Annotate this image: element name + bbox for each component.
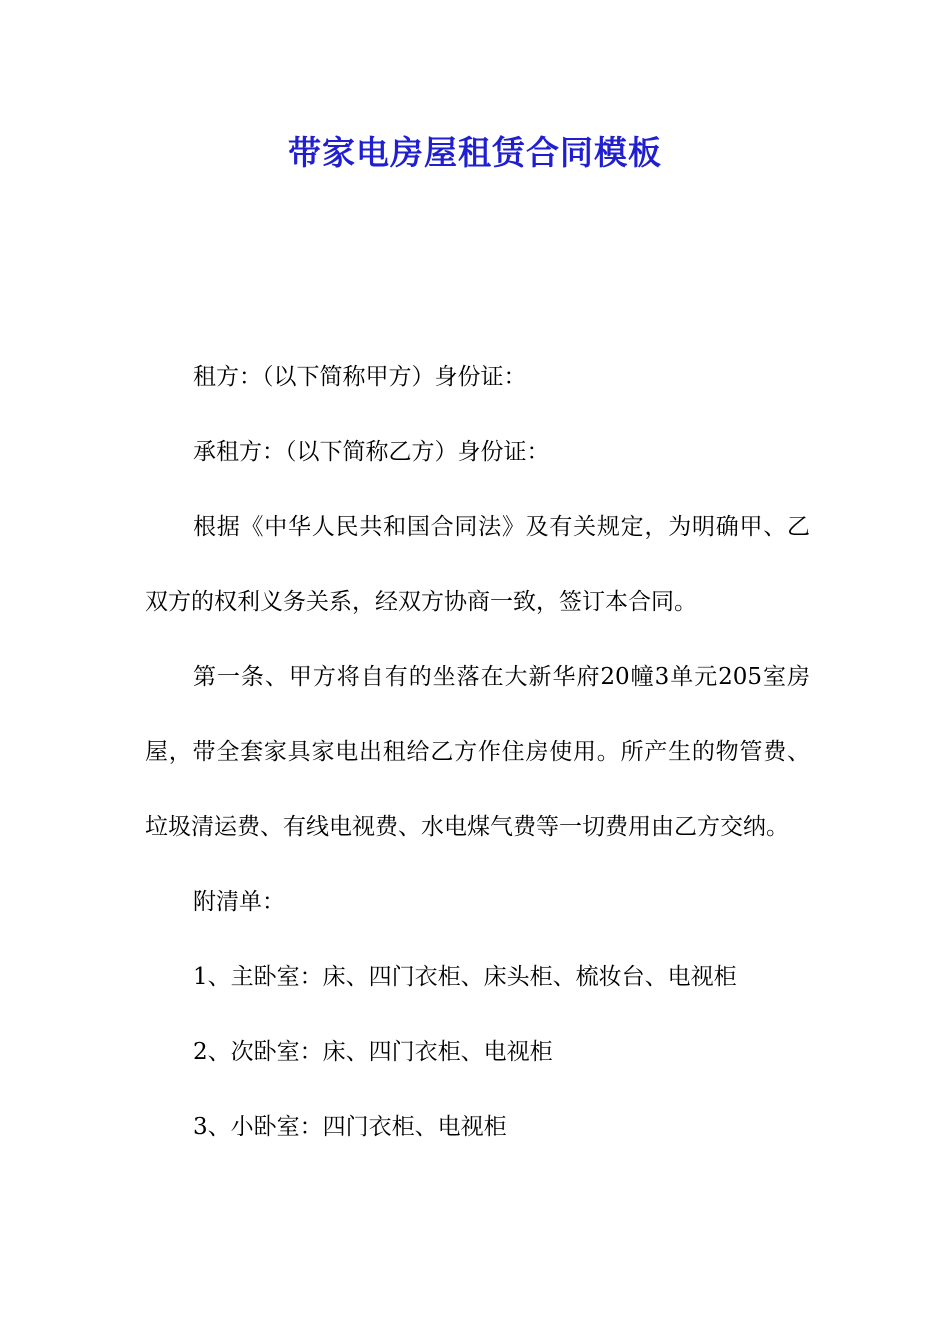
paragraph-article-one: 第一条、甲方将自有的坐落在大新华府20幢3单元205室房屋，带全套家具家电出租给乙方作住房使用。所产生的物管费、垃圾清运费、有线电视费、水电煤气费等一切费用由乙方交纳。 [145, 664, 810, 840]
document-title: 带家电房屋租赁合同模板 [288, 133, 662, 172]
list-item: 2、次卧室：床、四门衣柜、电视柜 [193, 1039, 553, 1065]
paragraph-basis: 根据《中华人民共和国合同法》及有关规定，为明确甲、乙双方的权利义务关系，经双方协商一致，签订本合同。 [145, 514, 810, 615]
list-item: 3、小卧室：四门衣柜、电视柜 [193, 1114, 507, 1140]
document-body [145, 340, 810, 1165]
paragraph-lessee: 承租方：（以下简称乙方）身份证： [193, 439, 550, 465]
list-item: 1、主卧室：床、四门衣柜、床头柜、梳妆台、电视柜 [193, 964, 737, 990]
paragraph-lessor: 租方：（以下简称甲方）身份证： [193, 364, 527, 390]
paragraph-inventory-heading: 附清单： [193, 889, 285, 915]
